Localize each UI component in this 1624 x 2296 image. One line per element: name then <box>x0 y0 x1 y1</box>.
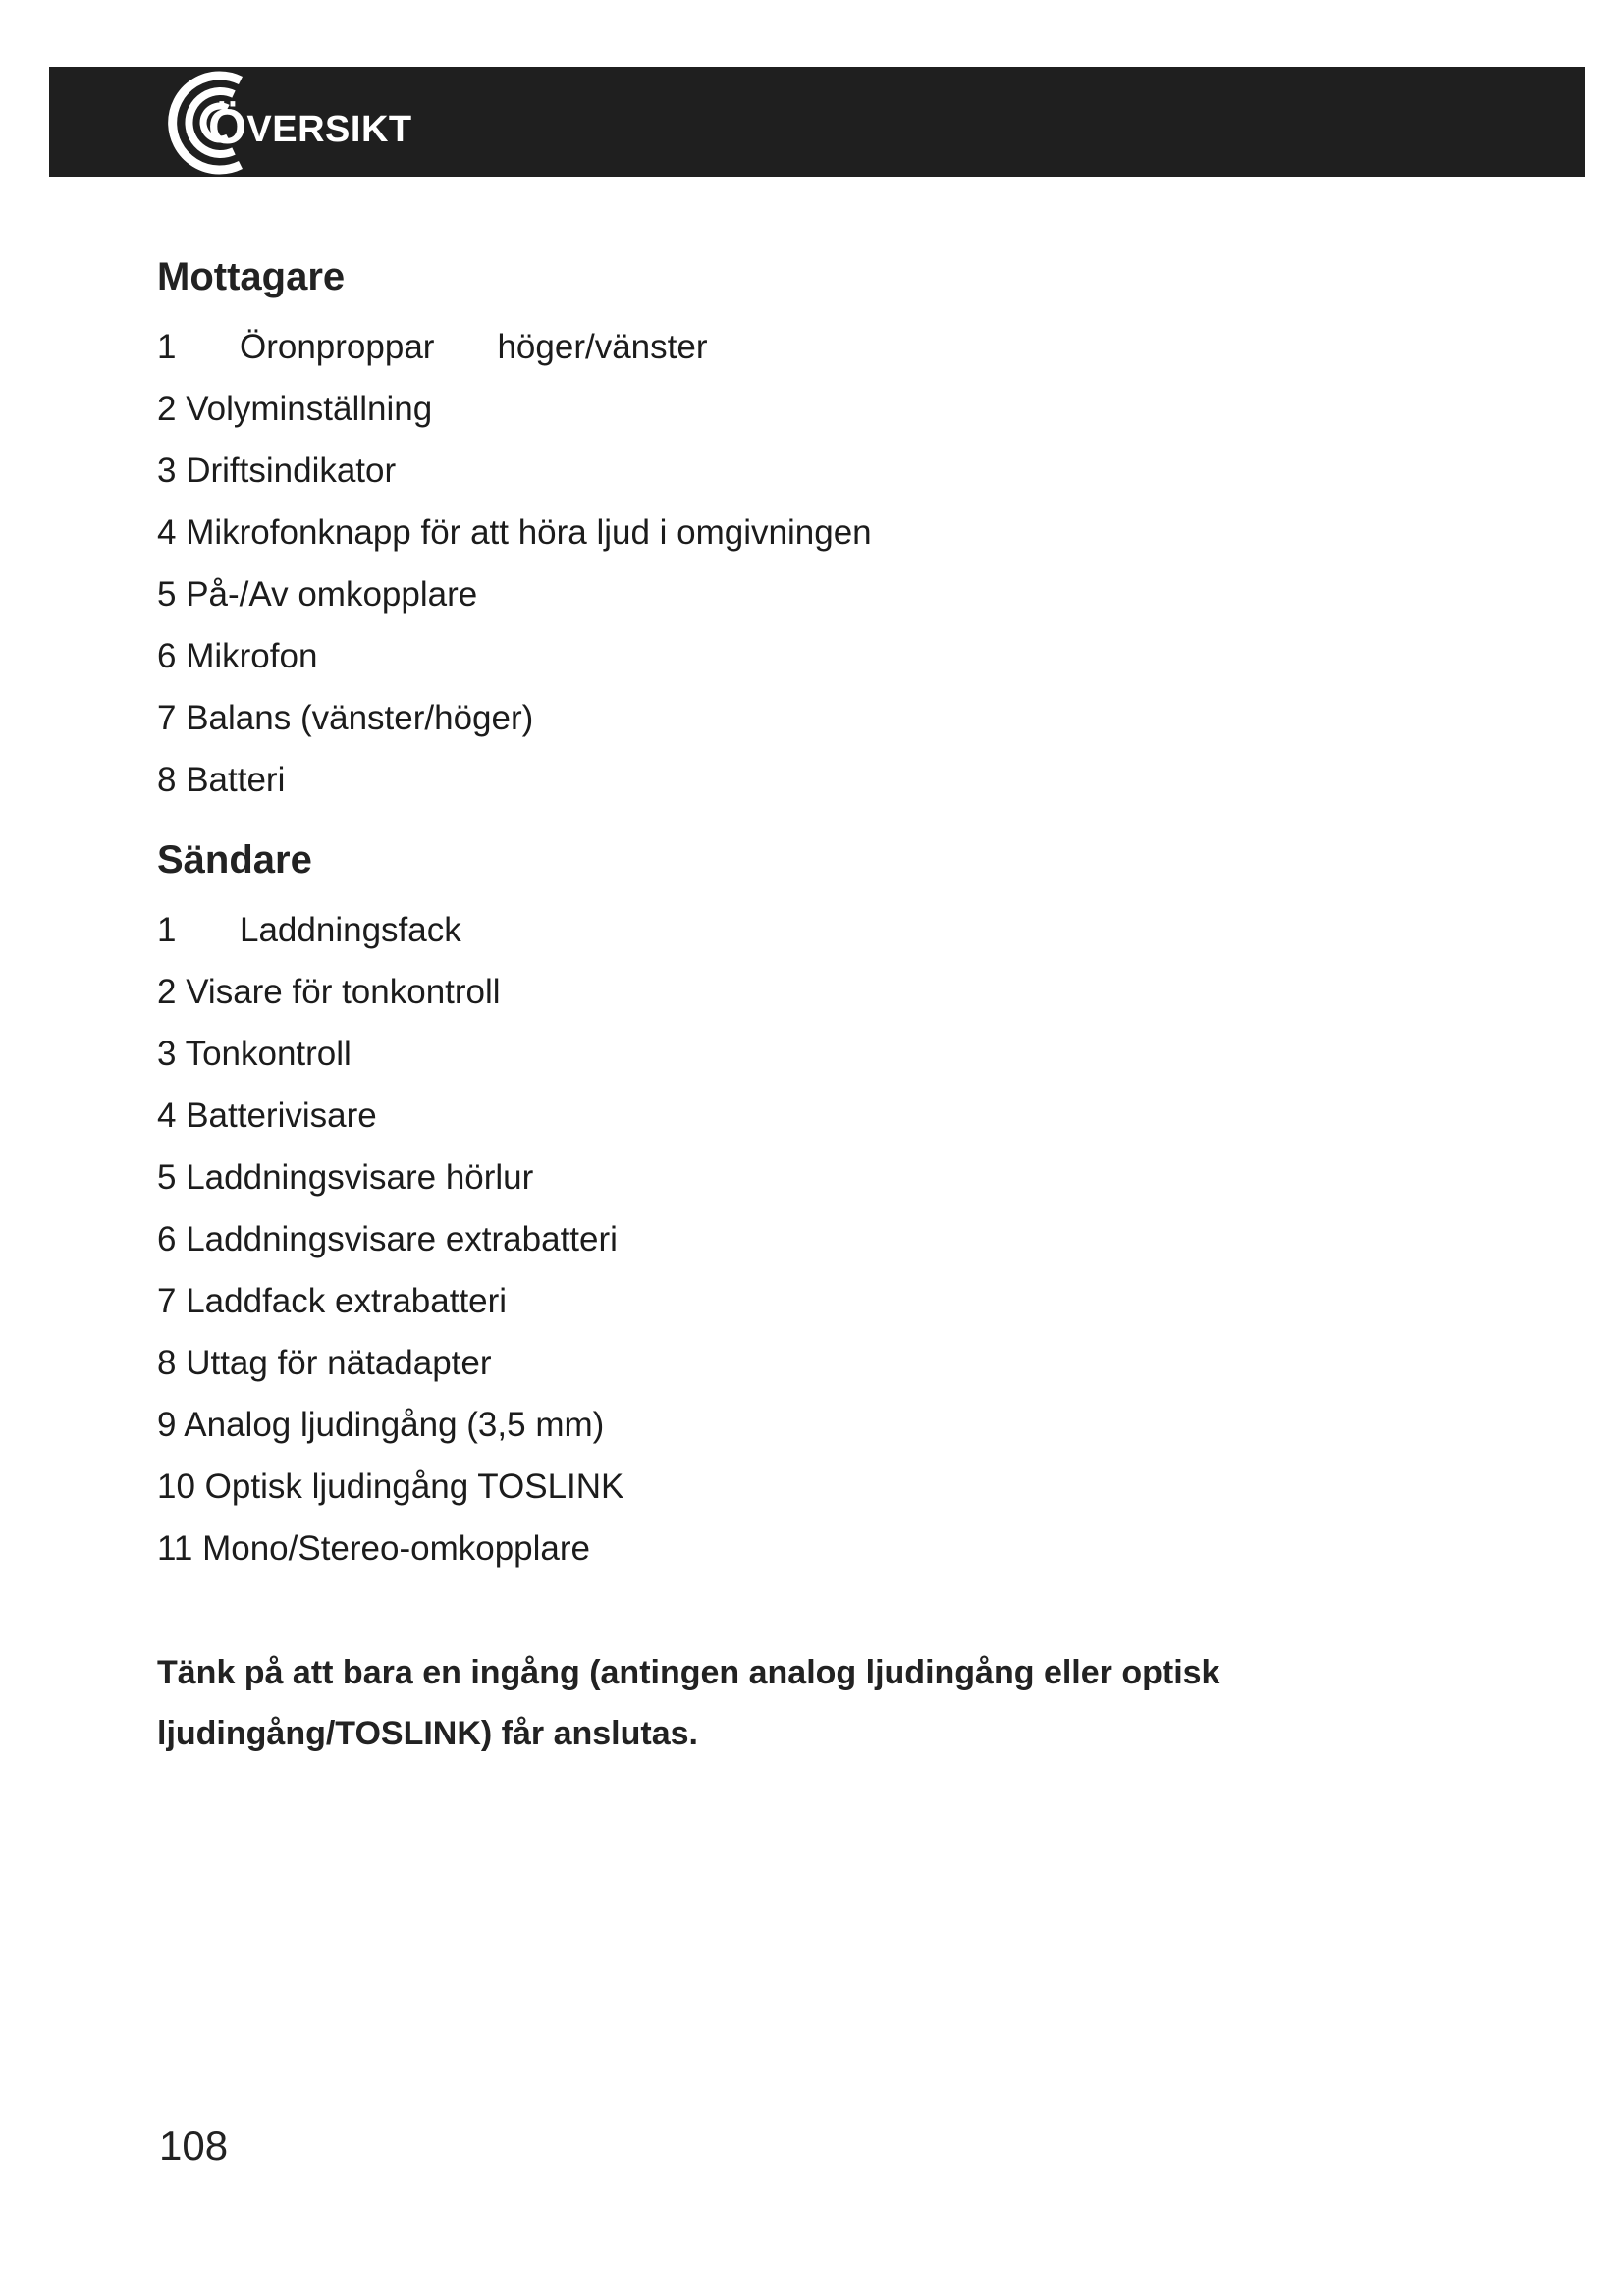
item-label: Laddningsvisare extrabatteri <box>186 1220 618 1258</box>
list-item <box>157 1394 1483 1456</box>
item-extra: höger/vänster <box>497 328 708 366</box>
item-number: 5 <box>157 1158 177 1197</box>
item-number: 6 <box>157 637 177 675</box>
item-label: Laddningsvisare hörlur <box>186 1158 534 1197</box>
item-number: 4 <box>157 1096 177 1135</box>
list-item <box>157 440 1483 502</box>
item-label: Visare för tonkontroll <box>186 973 501 1011</box>
item-label: Analog ljudingång (3,5 mm) <box>184 1406 605 1444</box>
item-label: Mikrofon <box>186 637 318 675</box>
item-label: Öronproppar <box>240 328 435 366</box>
list-item <box>157 1456 1483 1518</box>
item-number: 4 <box>157 513 177 552</box>
list-item <box>157 502 1483 563</box>
list-item <box>157 316 1483 378</box>
list-item <box>157 1208 1483 1270</box>
list-item <box>157 378 1483 440</box>
list-item <box>157 1085 1483 1147</box>
list-item <box>157 749 1483 811</box>
item-label: Optisk ljudingång TOSLINK <box>204 1468 624 1506</box>
item-label: Uttag för nätadapter <box>186 1344 492 1382</box>
list-item <box>157 687 1483 749</box>
item-number: 1 <box>157 328 177 366</box>
list-item <box>157 961 1483 1023</box>
item-number: 7 <box>157 699 177 737</box>
section-title-rest: VERSIKT <box>246 109 412 150</box>
item-label: Batteri <box>186 761 286 799</box>
section-title-initial: Ö <box>208 99 247 154</box>
item-label: Laddfack extrabatteri <box>186 1282 508 1320</box>
item-number: 3 <box>157 1035 177 1073</box>
item-label: På-/Av omkopplare <box>186 575 478 614</box>
item-number: 3 <box>157 452 177 490</box>
list-item <box>157 563 1483 625</box>
item-label: Mikrofonknapp för att höra ljud i omgivningen <box>186 513 872 552</box>
item-number: 11 <box>157 1529 193 1568</box>
transmitter-heading: Sändare <box>157 838 312 881</box>
connection-note: Tänk på att bara en ingång (antingen analog ljudingång eller optisk ljudingång/TOSLINK) får anslutas. <box>157 1654 1220 1752</box>
item-number: 9 <box>157 1406 177 1444</box>
list-item <box>157 1147 1483 1208</box>
section-title <box>208 99 412 154</box>
item-number: 5 <box>157 575 177 614</box>
item-number: 8 <box>157 761 177 799</box>
item-label: Batterivisare <box>186 1096 377 1135</box>
list-item <box>157 1023 1483 1085</box>
list-item <box>157 1518 1483 1579</box>
item-number: 2 <box>157 973 177 1011</box>
item-number: 10 <box>157 1468 195 1506</box>
item-number: 2 <box>157 390 177 428</box>
item-number: 7 <box>157 1282 177 1320</box>
item-number: 6 <box>157 1220 177 1258</box>
receiver-heading: Mottagare <box>157 255 346 298</box>
page-number: 108 <box>159 2122 229 2168</box>
item-label: Laddningsfack <box>240 911 461 949</box>
page-content <box>157 253 1483 1797</box>
receiver-list <box>157 316 1483 811</box>
item-label: Volyminställning <box>186 390 433 428</box>
list-item <box>157 899 1483 961</box>
item-label: Tonkontroll <box>185 1035 352 1073</box>
item-label: Mono/Stereo-omkopplare <box>202 1529 591 1568</box>
item-number: 8 <box>157 1344 177 1382</box>
item-label: Balans (vänster/höger) <box>186 699 534 737</box>
item-label: Driftsindikator <box>186 452 397 490</box>
item-number: 1 <box>157 911 177 949</box>
transmitter-list <box>157 899 1483 1579</box>
list-item <box>157 1332 1483 1394</box>
list-item <box>157 1270 1483 1332</box>
list-item <box>157 625 1483 687</box>
